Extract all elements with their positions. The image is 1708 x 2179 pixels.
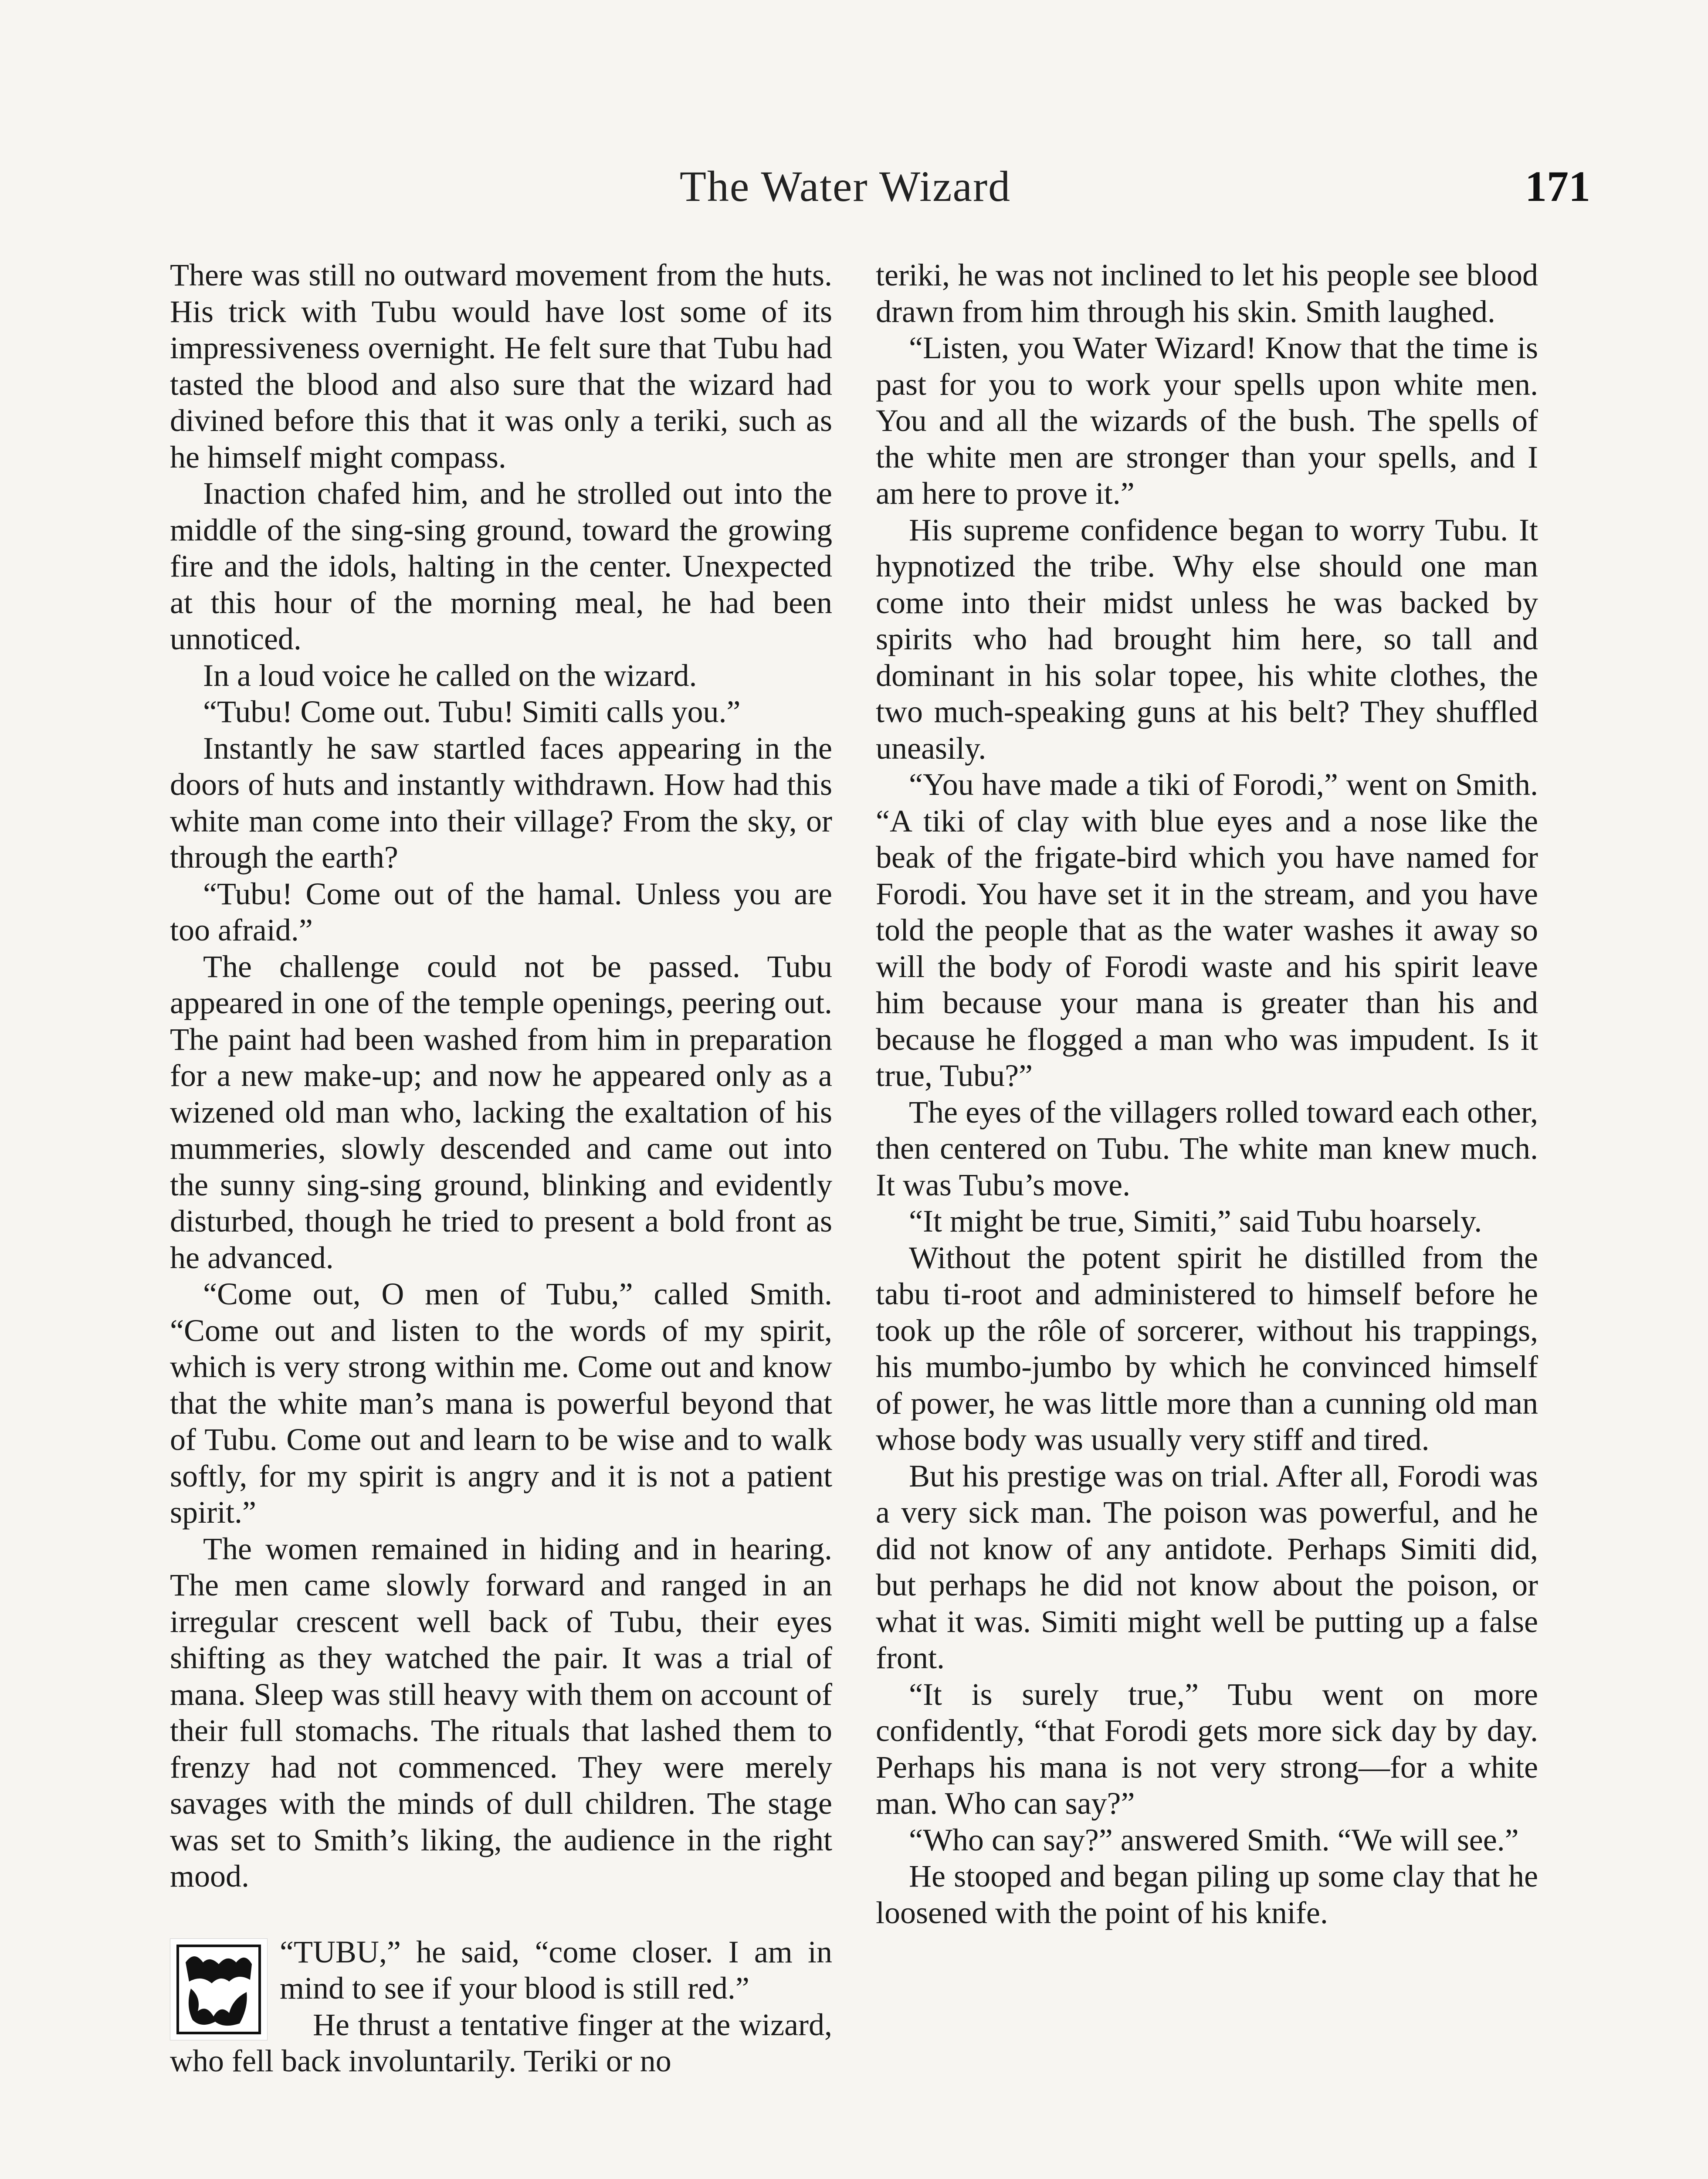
paragraph: Without the potent spirit he distilled from the tabu ti-root and administered to himself before he took up the rôle of sorcerer, without his trappings, his mumbo-jumbo by which he convinced himself of power, he was little more than a cunning old man whose body was usually very stiff and tired.	[876, 1240, 1538, 1457]
running-title: The Water Wizard	[679, 162, 1011, 210]
paragraph: “TUBU,” he said, “come closer. I am in mind to see if your blood is still red.”	[280, 1934, 832, 2006]
paragraph: Instantly he saw startled faces appearing in the doors of huts and instantly withdrawn. How had this white man come into their village? From the sky, or through the earth?	[170, 730, 832, 875]
paragraph: The challenge could not be passed. Tubu appeared in one of the temple openings, peering out. The paint had been washed from him in preparation for a new make-up; and now he appeared only as a wizened old man who, lacking the exaltation of his mummeries, slowly descended and came out into the sunny sing-sing ground, blinking and evidently disturbed, though he tried to present a bold front as he advanced.	[170, 949, 832, 1275]
paragraph: In a loud voice he called on the wizard.	[203, 658, 697, 693]
paragraph: His supreme confidence began to worry Tubu. It hypnotized the tribe. Why else should one man come into their midst unless he was backed by spirits who had brought him here, so tall and dominant in his solar topee, his white clothes, the two much-speaking guns at his belt? They shuffled uneasily.	[876, 512, 1538, 766]
paragraph: There was still no outward movement from the huts. His trick with Tubu would have lost some of its impressiveness overnight. He felt sure that Tubu had tasted the blood and also sure that the wizard had divined before this that it was only a teriki, such as he himself might compass.	[170, 258, 832, 475]
paragraph: But his prestige was on trial. After all, Forodi was a very sick man. The poison was powerful, and he did not know of any antidote. Perhaps Simiti did, but perhaps he did not know about the poison, or what it was. Simiti might well be putting up a false front.	[876, 1458, 1538, 1675]
paragraph: “Listen, you Water Wizard! Know that the time is past for you to work your spells upon white men. You and all the wizards of the bush. The spells of the white men are stronger than your spells, and I am here to prove it.”	[876, 330, 1538, 511]
left-column	[170, 257, 832, 2080]
paragraph: The eyes of the villagers rolled toward each other, then centered on Tubu. The white man knew much. It was Tubu’s move.	[876, 1094, 1538, 1202]
paragraph: He stooped and began piling up some clay that he loosened with the point of his knife.	[876, 1859, 1538, 1930]
paragraph: “You have made a tiki of Forodi,” went on Smith. “A tiki of clay with blue eyes and a nose like the beak of the frigate-bird which you have named for Forodi. You have set it in the stream, and you have told the people that as the water washes it away so will the body of Forodi waste and his spirit leave him because your mana is greater than his and because he flogged a man who was impudent. Is it true, Tubu?”	[876, 767, 1538, 1093]
paragraph: Inaction chafed him, and he strolled out into the middle of the sing-sing ground, toward the growing fire and the idols, halting in the center. Unexpected at this hour of the morning meal, he had been unnoticed.	[170, 476, 832, 656]
paragraph: “Who can say?” answered Smith. “We will see.”	[909, 1822, 1519, 1857]
paragraph: He thrust a tentative finger at the wizard, who fell back involuntarily. Teriki or no	[170, 2007, 832, 2078]
paragraph: The women remained in hiding and in hearing. The men came slowly forward and ranged in an irregular crescent well back of Tubu, their eyes shifting as they watched the pair. It was a trial of mana. Sleep was still heavy with them on account of their full stomachs. The rituals that lashed them to frenzy had not commenced. They were merely savages with the minds of dull children. The stage was set to Smith’s liking, the audience in the right mood.	[170, 1531, 832, 1894]
section-ornament-icon	[170, 1938, 268, 2040]
paragraph: “Tubu! Come out. Tubu! Simiti calls you.”	[203, 694, 741, 729]
paragraph: “Come out, O men of Tubu,” called Smith. “Come out and listen to the words of my spirit, which is very strong within me. Come out and know that the white man’s mana is powerful beyond that of Tubu. Come out and learn to be wise and to walk softly, for my spirit is angry and it is not a patient spirit.”	[170, 1276, 832, 1530]
page-number: 171	[1525, 162, 1590, 210]
right-column	[876, 257, 1538, 1931]
paragraph: “It is surely true,” Tubu went on more confidently, “that Forodi gets more sick day by day. Perhaps his mana is not very strong—for a white man. Who can say?”	[876, 1677, 1538, 1821]
paragraph: “It might be true, Simiti,” said Tubu hoarsely.	[909, 1204, 1482, 1239]
paragraph: teriki, he was not inclined to let his people see blood drawn from him through his skin. Smith laughed.	[876, 258, 1538, 329]
ornament-glyph-icon	[175, 1943, 262, 2036]
paragraph: “Tubu! Come out of the hamal. Unless you are too afraid.”	[170, 876, 832, 947]
